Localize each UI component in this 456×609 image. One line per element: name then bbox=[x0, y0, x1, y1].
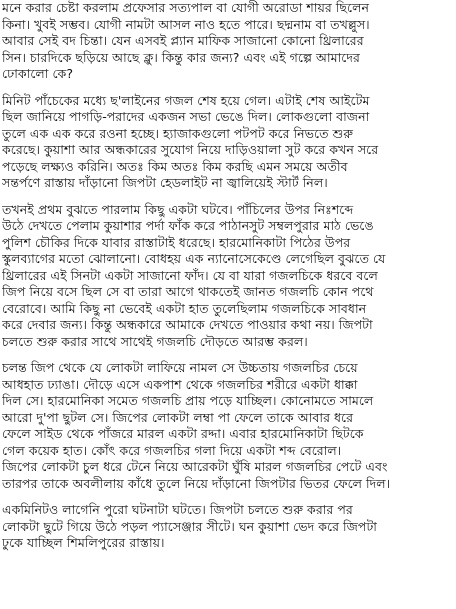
text-line: তখনই প্রথম বুঝতে পারলাম কিছু একটা ঘটবে। পাঁচিলের উপর নিঃশব্দে bbox=[2, 201, 354, 217]
paragraph-gap bbox=[2, 492, 450, 502]
text-line: আরো দু'পা ছুটল সে। জিপের লোকটা লম্বা পা ফেলে তাকে আবার ধরে bbox=[2, 409, 354, 425]
text-line: দিল সে। হারমোনিকা সমেত গজলচি প্রায় পড়ে যাচ্ছিল। কোনোমতে সামলে bbox=[2, 393, 374, 408]
text-line: চলতে শুরু করার সাথে সাথেই গজলচি দৌড়তে আরম্ভ করল। bbox=[2, 333, 308, 349]
text-line: সন্তর্পণে রাস্তায় দাঁড়ানো জিপটা হেডলাইট না জ্বালিয়েই স্টার্ট নিল। bbox=[2, 175, 328, 190]
text-line: থ্রিলারের এই সিনটা একটা সাজানো ফাঁদ। যে বা যারা গজলচিকে ধরবে বলে bbox=[2, 267, 378, 283]
text-line: স্কুলব্যাগের মতো ঝোলানো। বোধহয় এক ন্যানোসেকেণ্ডে লেগেছিল বুঝতে যে bbox=[2, 251, 386, 266]
paragraph bbox=[2, 93, 450, 192]
text-line: ছিল জানিয়ে পাগড়ি-পরাদের একজন সভা ভেঙে দিল। লোকগুলো বাজনা bbox=[2, 109, 370, 124]
paragraph-gap bbox=[2, 192, 450, 202]
paragraph-gap bbox=[2, 83, 450, 93]
text-line: আধহাত ঢ্যাঙা। দৌড়ে এসে একপাশ থেকে গজলচির শরীরে একটা ধাক্কা bbox=[2, 376, 358, 392]
text-line: আবার সেই বদ চিন্তা। যেন এসবই প্ল্যান মাফিক সাজানো কোনো থ্রিলারের bbox=[2, 33, 364, 48]
text-line: তুলে এক এক করে রওনা হচ্ছে। হ্যাজাকগুলো পটপট করে নিভতে শুরু bbox=[2, 125, 354, 141]
text-line: চলন্ত জিপ থেকে যে লোকটা লাফিয়ে নামল সে উচ্চতায় গজলচির চেয়ে bbox=[2, 360, 358, 375]
paragraph bbox=[2, 360, 450, 492]
text-line: মিনিট পাঁচেকের মধ্যে ছ'লাইনের গজল শেষ হয়ে গেল। এটাই শেষ আইটেম bbox=[2, 92, 370, 108]
text-line: মনে করার চেষ্টা করলাম প্রফেসার সত্যপাল বা যোগী অরোডা শায়র ছিলেন bbox=[2, 0, 370, 15]
text-line: কিনা। খুবই সম্ভব। যোগী নামটা আসল নাও হতে পারে। ছদ্মনাম বা তখল্লুস। bbox=[2, 16, 370, 32]
text-line: ফেলে সাইড থেকে পাঁজরে মারল একটা রদ্দা। এবার হারমোনিকাটা ছিটকে bbox=[2, 426, 364, 441]
text-line: লোকটা ছুটে গিয়ে উঠে পড়ল প্যাসেঞ্জার সীটে। ঘন কুয়াশা ভেদ করে জিপটা bbox=[2, 518, 377, 534]
text-line: জিপের লোকটা চুল ধরে টেনে নিয়ে আরেকটা ঘুঁষি মারল গজলচির পেটে এবং bbox=[2, 459, 388, 474]
text-line: পড়েছে লক্ষ্যও করিনি। অতঃ কিম অতঃ কিম করছি এমন সময়ে অতীব bbox=[2, 158, 348, 174]
text-line: করে দেবার জন্য। কিন্তু অন্ধকারে আমাকে দেখতে পাওয়ার কথা নয়। জিপটা bbox=[2, 317, 373, 332]
text-line: একমিনিটও লাগেনি পুরো ঘটনাটা ঘটতে। জিপটা চলতে শুরু করার পর bbox=[2, 502, 353, 517]
paragraph bbox=[2, 202, 450, 351]
text-line: সিন। চারদিকে ছড়িয়ে আছে ক্লু। কিন্তু কার জন্য? এবং এই গল্পে আমাদের bbox=[2, 49, 360, 65]
text-line: উঠে দেখতে পেলাম কুয়াশার পর্দা ফাঁক করে পাঠানসুট সম্বলপুরার মাঠ ভেঙে bbox=[2, 218, 374, 233]
text-line: জিপ নিয়ে বসে ছিল সে বা তারা আগে থাকতেই জানত গজলচি কোন পথে bbox=[2, 284, 374, 299]
paragraph bbox=[2, 502, 450, 552]
text-line: ঢুকে যাচ্ছিল শিমলিপুরের রাস্তায়। bbox=[2, 535, 165, 550]
text-line: গেল কয়েক হাত। কোঁৎ করে গজলচির গলা দিয়ে একটা শব্দ বেরোল। bbox=[2, 442, 342, 458]
text-line: পুলিশ চৌকির দিকে যাবার রাস্তাটাই ধরেছে। হারমোনিকাটা পিঠের উপর bbox=[2, 234, 351, 250]
text-line: বেরোবে। আমি কিছু না ভেবেই একটা হাত তুলেছিলাম গজলচিকে সাবধান bbox=[2, 300, 367, 316]
text-line: তারপর তাকে অবলীলায় কাঁধে তুলে নিয়ে দাঁড়ানো জিপটার ভিতর ফেলে দিল। bbox=[2, 475, 391, 491]
paragraph-gap bbox=[2, 350, 450, 360]
text-line: করেছে। কুয়াশা আর অন্ধকারের সুযোগ নিয়ে দাড়িওয়ালা সুট করে কখন সরে bbox=[2, 142, 379, 157]
paragraph bbox=[2, 0, 450, 83]
text-line: ঢোকালো কে? bbox=[2, 66, 74, 81]
